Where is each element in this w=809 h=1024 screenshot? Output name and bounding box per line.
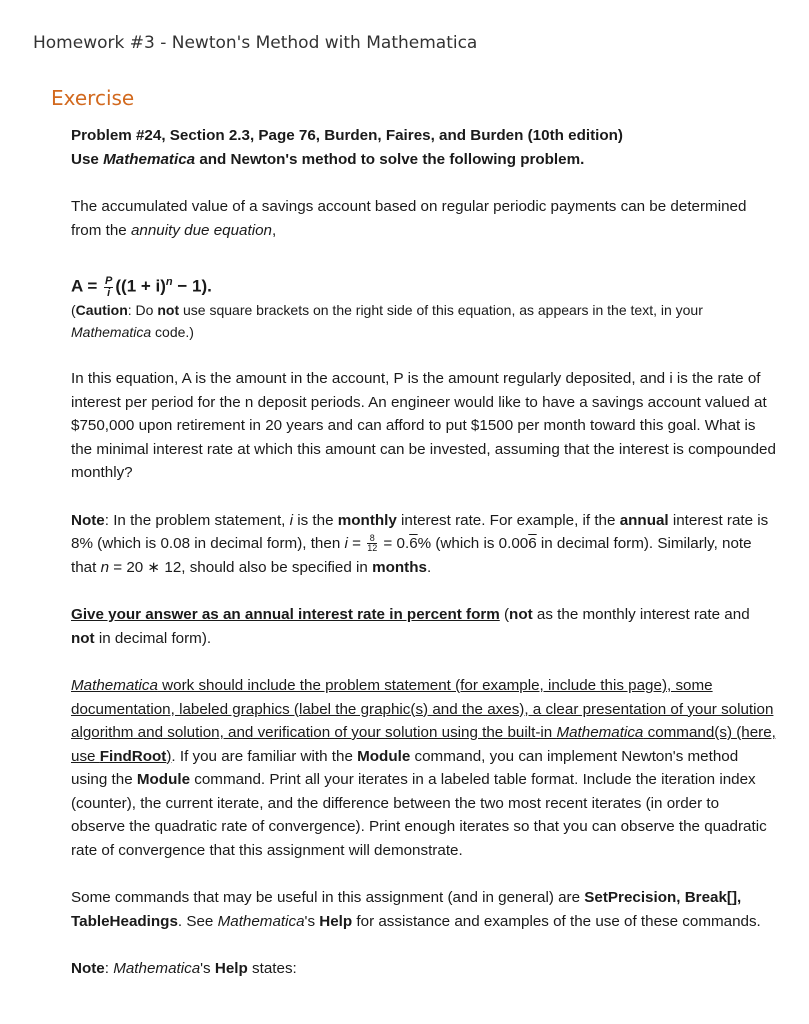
document-body: [71, 124, 776, 981]
intro-paragraph: The accumulated value of a savings account based on regular periodic payments can be determined from the annuity due equation,: [71, 198, 747, 239]
help-note: Note: Mathematica's Help states:: [71, 960, 297, 977]
monthly-rate-note: Note: In the problem statement, i is the monthly interest rate. For example, if the annual interest rate is 8% (which is 0.08 in decimal form), then i = $\frac{8}{12}$ = 0.6% (which is 0.006 in decimal form). Similarly, note that n = 20 ∗ 12, should also be specified in months.: [71, 511, 769, 576]
work-requirements: Mathematica work should include the problem statement (for example, include this page), some documentation, labeled graphics (label the graphic(s) and the axes), a clear presentation of your solution algorithm and solution, and verification of your solution using the built-in Mathematica command(s) (here, use FindRoot). If you are familiar with the Module command, you can implement Newton's method using the Module command. Print all your iterates in a labeled table format. Include the iteration index (counter), the current iterate, and the difference between the two most recent iterates (in order to observe the quadratic rate of convergence). Print enough iterates so that you can observe the quadratic rate of convergence that this assignment will demonstrate.: [71, 677, 776, 859]
caution-note: (Caution: Do not use square brackets on the right side of this equation, as appears in the text, in your Mathematica code.): [71, 302, 703, 340]
page-title: Homework #3 - Newton's Method with Mathematica: [33, 33, 478, 53]
problem-line-2: Use Mathematica and Newton's method to solve the following problem.: [71, 150, 585, 168]
annuity-equation: A = $\frac{P}{i}$ $((1 + i)^n - 1)$.: [71, 274, 212, 299]
useful-commands: Some commands that may be useful in this assignment (and in general) are SetPrecision, Break[], TableHeadings. See Mathematica's Help for assistance and examples of the use of these commands.: [71, 889, 761, 930]
problem-line-1: Problem #24, Section 2.3, Page 76, Burden, Faires, and Burden (10th edition): [71, 127, 623, 144]
answer-format-instruction: Give your answer as an annual interest rate in percent form (not as the monthly interest rate and not in decimal form).: [71, 606, 750, 647]
problem-paragraph: In this equation, A is the amount in the account, P is the amount regularly deposited, and i is the rate of interest per period for the n deposit periods. An engineer would like to have a savings account valued at $750,000 upon retirement in 20 years and can afford to put $1500 per month toward this goal. What is the minimal interest rate at which this amount can be invested, assuming that the interest is compounded monthly?: [71, 370, 776, 481]
section-heading: Exercise: [51, 86, 135, 110]
